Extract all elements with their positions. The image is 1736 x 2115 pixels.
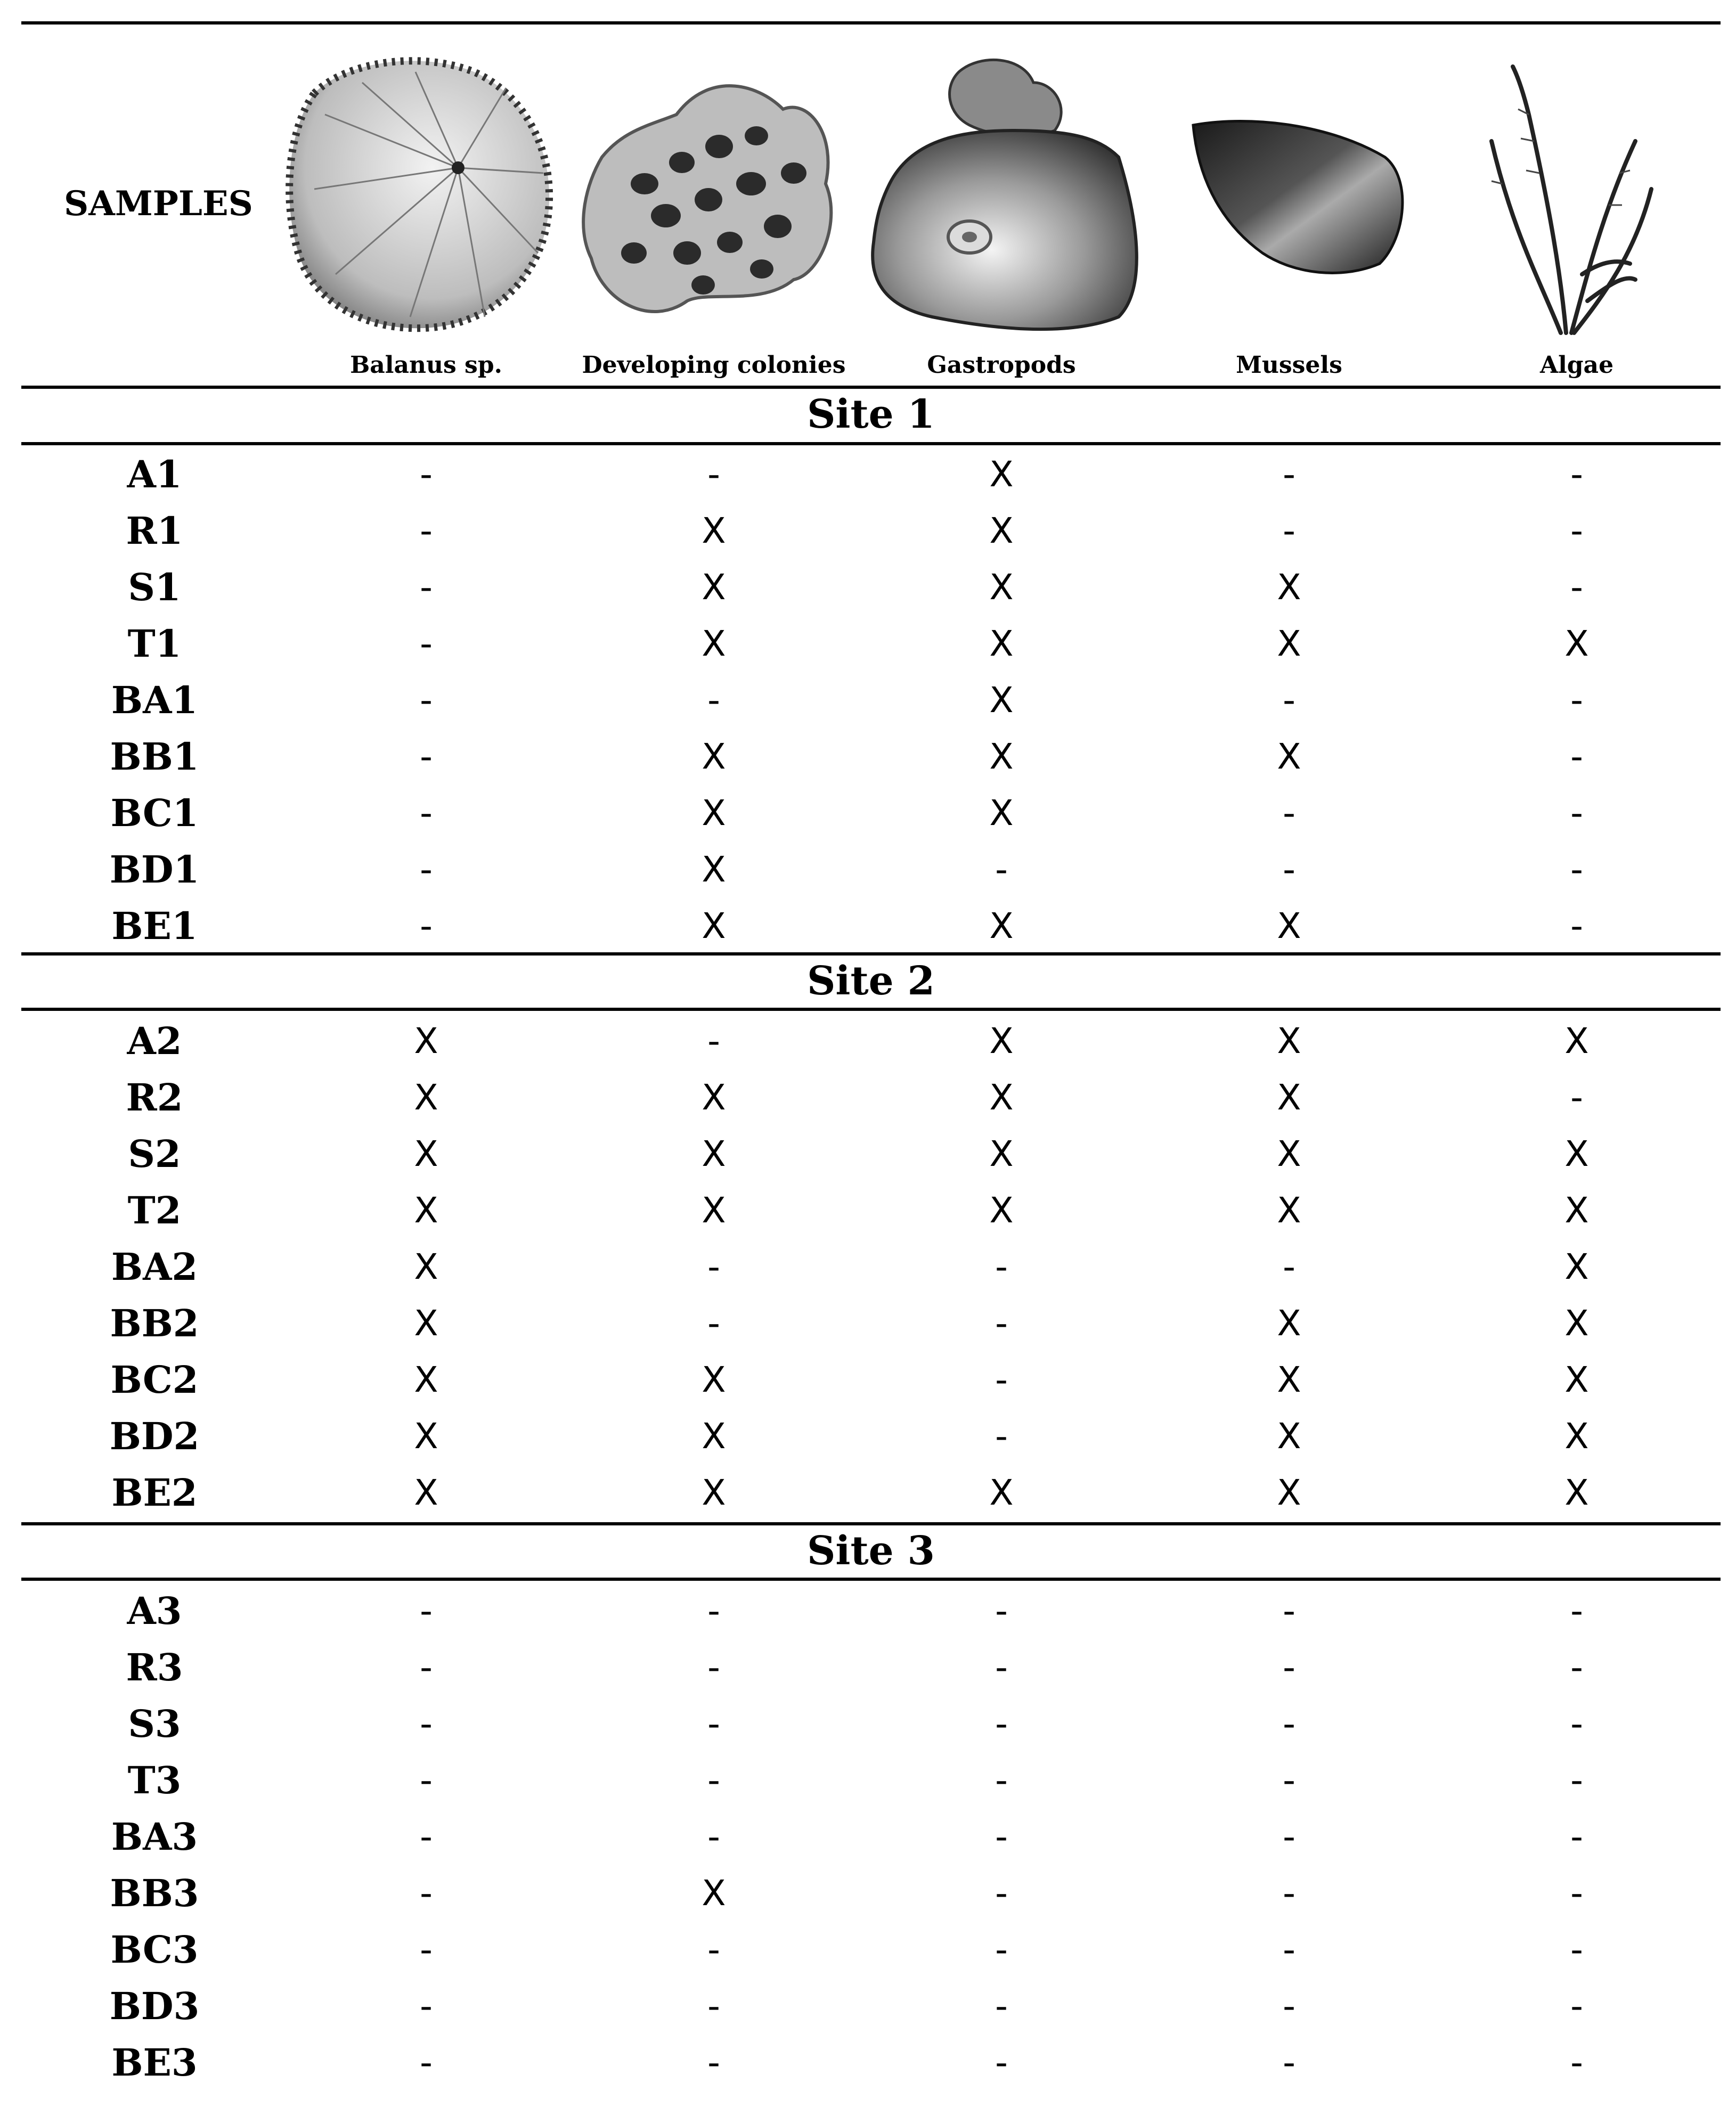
presence-cell: X [702,567,726,608]
presence-cell: - [707,1246,720,1287]
sample-label: BD3 [109,1984,200,2028]
sample-label: R1 [126,509,183,553]
barnacle-colony-icon [570,51,847,349]
presence-cell: - [995,1929,1008,1970]
sample-label: BE3 [111,2040,198,2085]
presence-cell: - [420,2042,433,2083]
presence-cell: - [1283,1873,1295,1914]
presence-cell: X [1277,1077,1301,1118]
presence-cell: - [995,1359,1008,1400]
presence-cell: - [1283,510,1295,551]
presence-cell: X [989,510,1014,551]
presence-cell: - [1283,793,1295,834]
presence-cell: X [989,1020,1014,1061]
presence-cell: - [420,567,433,608]
presence-cell: X [702,1472,726,1513]
presence-cell: X [989,736,1014,777]
sample-label: BC1 [110,791,199,835]
presence-cell: - [1283,680,1295,721]
presence-cell: X [1564,1303,1589,1344]
presence-cell: - [420,793,433,834]
presence-cell: X [1277,1020,1301,1061]
site-3-title: Site 3 [806,1528,935,1574]
presence-cell: X [414,1246,438,1287]
presence-cell: X [702,905,726,946]
presence-cell: X [414,1077,438,1118]
sample-label: S1 [128,565,181,609]
presence-cell: - [707,1647,720,1688]
presence-cell: X [1564,623,1589,664]
presence-cell: - [707,1590,720,1631]
presence-cell: - [420,1816,433,1857]
presence-cell: X [702,1359,726,1400]
sample-label: T1 [127,622,182,666]
presence-cell: X [1564,1359,1589,1400]
presence-cell: - [420,849,433,890]
sample-label: S2 [128,1132,181,1176]
presence-cell: - [420,736,433,777]
presence-cell: - [1570,1929,1583,1970]
presence-cell: - [995,1647,1008,1688]
presence-cell: - [1570,680,1583,721]
presence-cell: X [1277,567,1301,608]
presence-cell: - [420,680,433,721]
presence-cell: - [420,1647,433,1688]
presence-cell: X [989,905,1014,946]
presence-cell: X [702,1416,726,1457]
presence-cell: X [1564,1190,1589,1231]
presence-cell: - [1570,1590,1583,1631]
presence-cell: X [414,1020,438,1061]
presence-cell: X [1277,1133,1301,1174]
presence-cell: X [989,793,1014,834]
presence-cell: - [1283,1246,1295,1287]
presence-cell: - [995,1873,1008,1914]
presence-cell: - [1283,454,1295,495]
presence-cell: X [1277,736,1301,777]
presence-cell: - [1283,1590,1295,1631]
presence-cell: - [1283,1760,1295,1801]
presence-cell: X [702,1190,726,1231]
presence-cell: X [1564,1472,1589,1513]
presence-cell: X [1564,1246,1589,1287]
presence-cell: - [995,1303,1008,1344]
site-1-rule [21,442,1721,445]
mussel-shell-icon [1172,51,1417,349]
gastropod-shell-icon [852,51,1151,349]
site-2-rule [21,1008,1721,1011]
presence-cell: X [989,1190,1014,1231]
presence-cell: X [702,623,726,664]
presence-cell: - [1570,905,1583,946]
presence-cell: X [702,1077,726,1118]
presence-cell: - [1570,510,1583,551]
presence-cell: X [414,1472,438,1513]
sample-label: T2 [127,1188,182,1232]
presence-cell: - [1570,736,1583,777]
presence-cell: - [995,1416,1008,1457]
presence-cell: - [1570,1873,1583,1914]
presence-cell: - [995,849,1008,890]
presence-cell: - [707,1020,720,1061]
sample-label: BB1 [110,734,199,779]
presence-cell: X [1564,1416,1589,1457]
presence-cell: - [1570,1077,1583,1118]
presence-cell: - [1570,2042,1583,2083]
presence-cell: X [702,510,726,551]
sample-label: A1 [127,452,182,496]
presence-cell: X [702,736,726,777]
presence-cell: - [995,1816,1008,1857]
presence-cell: - [995,1246,1008,1287]
presence-cell: - [420,1760,433,1801]
sample-label: R3 [126,1645,183,1689]
presence-cell: X [1564,1133,1589,1174]
sample-label: BC3 [110,1928,199,1972]
presence-cell: - [420,454,433,495]
presence-cell: - [1570,1760,1583,1801]
presence-cell: - [420,1703,433,1744]
presence-cell: - [420,1929,433,1970]
presence-cell: - [1570,454,1583,495]
presence-cell: X [989,454,1014,495]
presence-cell: X [702,849,726,890]
site-2-title: Site 2 [806,958,935,1004]
presence-cell: X [414,1190,438,1231]
presence-cell: - [1283,849,1295,890]
presence-cell: X [702,793,726,834]
presence-cell: X [1277,1190,1301,1231]
presence-cell: - [707,1703,720,1744]
presence-cell: X [1277,905,1301,946]
presence-cell: X [1277,1303,1301,1344]
presence-cell: - [420,623,433,664]
presence-cell: - [707,1303,720,1344]
presence-cell: - [1283,2042,1295,2083]
column-header-developing-colonies: Developing colonies [582,352,846,379]
presence-cell: X [702,1873,726,1914]
presence-cell: X [1277,1472,1301,1513]
presence-cell: X [989,567,1014,608]
sample-label: BA2 [111,1245,198,1289]
presence-cell: - [707,1986,720,2027]
presence-cell: X [1277,1359,1301,1400]
presence-cell: X [1564,1020,1589,1061]
presence-cell: - [1570,1816,1583,1857]
presence-cell: - [420,1986,433,2027]
presence-cell: X [989,623,1014,664]
presence-cell: - [420,510,433,551]
site-1-title: Site 1 [806,391,935,437]
presence-cell: - [1570,1703,1583,1744]
barnacle-plate-icon [282,51,559,349]
sample-label: S3 [128,1702,181,1746]
presence-cell: - [995,1986,1008,2027]
presence-cell: - [707,1929,720,1970]
presence-cell: - [707,454,720,495]
presence-cell: - [707,1760,720,1801]
presence-cell: X [414,1416,438,1457]
presence-cell: - [1570,567,1583,608]
sample-label: BB2 [110,1301,199,1345]
presence-cell: - [1283,1816,1295,1857]
presence-cell: - [1570,793,1583,834]
site-3-rule [21,1578,1721,1581]
sample-label: BD2 [109,1414,200,1458]
sample-label: T3 [127,1758,182,1802]
presence-cell: - [1570,849,1583,890]
sample-label: BD1 [109,847,200,892]
presence-cell: - [420,905,433,946]
algae-icon [1460,51,1673,349]
presence-cell: X [414,1359,438,1400]
presence-cell: - [1283,1647,1295,1688]
presence-cell: - [707,1816,720,1857]
presence-cell: X [989,1077,1014,1118]
presence-cell: - [1283,1929,1295,1970]
presence-cell: - [995,1760,1008,1801]
sample-label: BB3 [110,1871,199,1915]
presence-cell: X [414,1133,438,1174]
presence-cell: X [702,1133,726,1174]
presence-cell: - [995,1590,1008,1631]
table-top-rule [21,21,1721,25]
sample-label: BA1 [111,678,198,722]
presence-cell: - [420,1590,433,1631]
presence-cell: - [707,2042,720,2083]
sample-label: BE1 [111,904,198,948]
presence-cell: - [1283,1986,1295,2027]
column-header-mussels: Mussels [1236,352,1342,379]
presence-cell: X [1277,623,1301,664]
presence-cell: - [1570,1647,1583,1688]
presence-cell: X [414,1303,438,1344]
presence-cell: - [1283,1703,1295,1744]
sample-label: A3 [127,1589,182,1633]
sample-label: A2 [127,1019,182,1063]
samples-header: SAMPLES [64,184,253,224]
presence-cell: - [995,1703,1008,1744]
sample-label: R2 [126,1075,183,1120]
presence-cell: X [1277,1416,1301,1457]
presence-cell: - [995,2042,1008,2083]
sample-label: BC2 [110,1358,199,1402]
presence-cell: - [420,1873,433,1914]
presence-cell: - [707,680,720,721]
sample-label: BA3 [111,1815,198,1859]
presence-cell: X [989,1133,1014,1174]
presence-cell: X [989,680,1014,721]
sample-label: BE2 [111,1471,198,1515]
presence-cell: - [1570,1986,1583,2027]
presence-cell: X [989,1472,1014,1513]
column-header-algae: Algae [1539,352,1614,379]
column-header-balanus: Balanus sp. [350,352,502,379]
column-header-gastropods: Gastropods [927,352,1076,379]
